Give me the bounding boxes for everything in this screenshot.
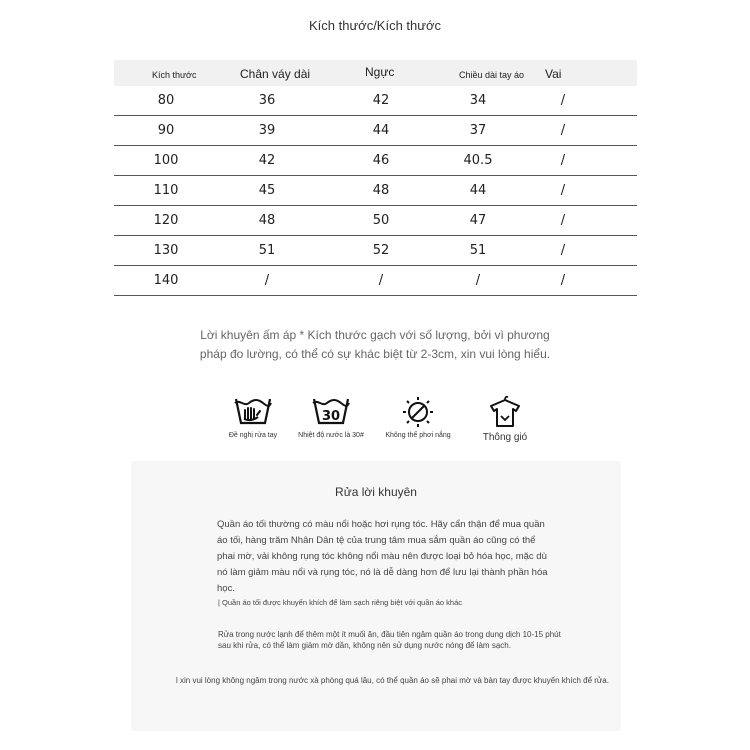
table-cell: 90 <box>157 123 175 138</box>
table-cell: 47 <box>469 213 487 228</box>
table-row <box>114 266 637 296</box>
wash-advice-paragraph: | Quần áo tối được khuyến khích để làm sạch riêng biệt với quần áo khác <box>218 598 463 607</box>
table-cell: 36 <box>258 93 276 108</box>
table-cell: 51 <box>258 243 276 258</box>
header-skirt-length: Chân váy dài <box>240 67 311 81</box>
table-row <box>114 206 637 236</box>
table-row <box>114 236 637 266</box>
table-cell: / <box>264 273 270 288</box>
size-table <box>114 60 637 296</box>
table-cell: / <box>560 183 566 198</box>
wash-advice-panel <box>131 461 621 731</box>
table-cell: 130 <box>153 243 179 258</box>
table-cell: 44 <box>372 123 390 138</box>
svg-text:30: 30 <box>321 409 341 424</box>
table-cell: 45 <box>258 183 276 198</box>
size-advice <box>0 326 750 364</box>
care-label: Thông gió <box>482 432 528 443</box>
no-sun-dry-icon <box>398 395 438 429</box>
table-cell: 80 <box>157 93 175 108</box>
wash-advice-paragraph: Quần áo tối thường có màu nổi hoặc hơi rụng tóc. Hãy cẩn thận để mua quần áo tối, hàng trăm Nhân Dân tệ của trung tâm mua sắm quần áo cũng có thể phai mờ, vải không rụng tóc không nổi màu nên được loại bỏ hóa học, mặc dù nó làm giảm màu nổi và rụng tóc, nó là dễ dàng hơn để lưu lại thành phần hóa học. <box>217 519 548 594</box>
table-cell: / <box>560 123 566 138</box>
table-cell: / <box>560 213 566 228</box>
wash-30-icon <box>311 395 351 429</box>
hang-dry-icon <box>485 395 525 429</box>
advice-line-2: pháp đo lường, có thể có sự khác biệt từ 2-3cm, xin vui lòng hiểu. <box>199 347 551 361</box>
table-cell: 37 <box>469 123 487 138</box>
table-cell: / <box>560 93 566 108</box>
care-item-hand-wash <box>208 395 298 439</box>
table-row <box>114 116 637 146</box>
table-cell: 51 <box>469 243 487 258</box>
table-cell: 44 <box>469 183 487 198</box>
table-cell: 40.5 <box>463 153 493 168</box>
care-item-hang-dry <box>460 395 550 443</box>
header-size: Kích thước <box>152 70 197 80</box>
table-cell: / <box>560 153 566 168</box>
table-cell: 100 <box>153 153 179 168</box>
table-cell: 46 <box>372 153 390 168</box>
table-cell: 120 <box>153 213 179 228</box>
table-cell: 42 <box>258 153 276 168</box>
table-cell: / <box>378 273 384 288</box>
table-header <box>114 60 637 86</box>
table-row <box>114 86 637 116</box>
wash-advice-paragraph: l xin vui lòng không ngâm trong nước xà phòng quá lâu, có thể quần áo sẽ phai mờ và bàn tay được khuyến khích để rửa. <box>176 676 609 685</box>
table-cell: 48 <box>372 183 390 198</box>
header-shoulder: Vai <box>545 67 562 81</box>
table-cell: 50 <box>372 213 390 228</box>
table-cell: / <box>475 273 481 288</box>
table-cell: 48 <box>258 213 276 228</box>
wash-advice-title: Rửa lời khuyên <box>335 485 417 499</box>
table-cell: 52 <box>372 243 390 258</box>
table-cell: 42 <box>372 93 390 108</box>
table-row <box>114 146 637 176</box>
wash-advice-paragraph: Rửa trong nước lạnh để thêm một ít muối ăn, đầu tiên ngâm quần áo trong dung dịch 10-15 phút sau khi rửa, có thể làm giảm mờ dần, không nên sử dụng nước nóng để làm sạch. <box>218 630 561 650</box>
advice-line-1: Lời khuyên ấm áp * Kích thước gạch với số lượng, bởi vì phương <box>200 328 550 342</box>
care-label: Đề nghị rửa tay <box>228 432 278 439</box>
page-title: Kích thước/Kích thước <box>309 18 441 33</box>
table-cell: / <box>560 273 566 288</box>
header-sleeve-length: Chiều dài tay áo <box>459 70 525 80</box>
care-label: Không thể phơi nắng <box>385 432 451 439</box>
table-cell: 140 <box>153 273 179 288</box>
table-row <box>114 176 637 206</box>
care-item-no-sun <box>373 395 463 439</box>
table-cell: 39 <box>258 123 276 138</box>
table-cell: 34 <box>469 93 487 108</box>
care-item-wash-30 <box>286 395 376 439</box>
header-chest: Ngực <box>365 65 395 79</box>
hand-wash-icon <box>233 395 273 429</box>
table-cell: / <box>560 243 566 258</box>
care-label: Nhiệt độ nước là 30# <box>298 432 364 439</box>
table-cell: 110 <box>153 183 179 198</box>
